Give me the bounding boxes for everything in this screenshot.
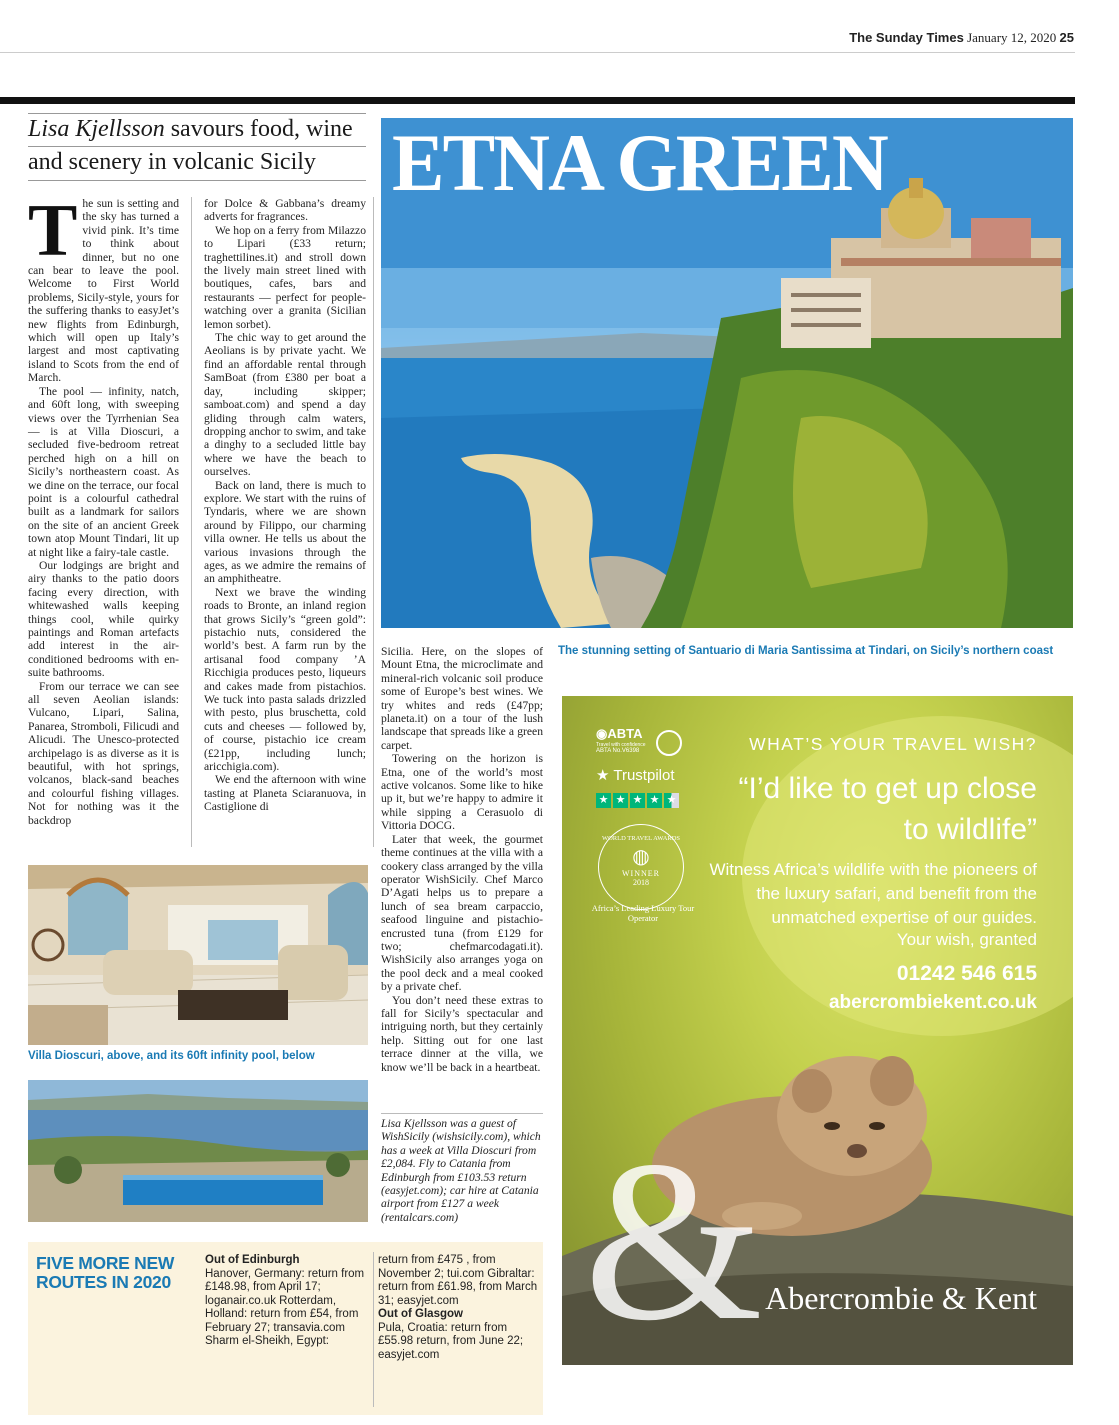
column-divider [373,197,374,847]
award-title: WORLD TRAVEL AWARDS [601,835,681,842]
paragraph: You don’t need these extras to fall for Sicily’s spectacular and intriguing north, but they certainly help. Sitting out for one last terrace dinner at the villa, we know we’ll be back in a heartbeat. [381,993,543,1074]
standfirst-rule-mid [28,146,366,147]
ad-website-link[interactable]: abercrombiekent.co.uk [828,992,1037,1013]
routes-column-2 [378,1254,538,1362]
paper-name: The Sunday Times [849,30,964,45]
author-credit: Lisa Kjellsson was a guest of WishSicily (wishsicily.com), which has a week at Villa Dioscuri from £2,084. Fly to Catania from Edinburgh from £103.53 return (easyjet.com); car hire at Catania airport from £127 a week (rentalcars.com) [381,1117,541,1224]
star-icon: ★ [596,767,610,784]
paragraph: Next we brave the winding roads to Bronte, an inland region that grows Sicily’s “green gold”: pistachio nuts, considered the world’s best. A farm run by the artisanal food company ’A Ricchigia produces pesto, liqueurs and cakes made from pistachios. We tuck into pasta salads drizzled with pesto, plus bruschetta, cold cuts and cheeses — followed by, of course, pistachio ice cream (£21pp, including lunch; aricchigia.com). [204,585,366,774]
trustpilot-logo [596,766,675,784]
paragraph: for Dolce & Gabbana’s dreamy adverts for fragrances. [204,197,366,224]
award-caption: Africa’s Leading Luxury Tour Operator [591,903,695,923]
star-icon: ★ [630,793,645,808]
author-name: Lisa Kjellsson [28,116,165,142]
page-header [849,30,1074,46]
paragraph: Sicilia. Here, on the slopes of Mount Etna, the microclimate and mineral-rich volcanic soil produce some of Europe’s best wines. We try whites and reds (£47pp; planeta.it) on a tour of the lush landscape that spreads like a green carpet. [381,645,543,752]
credit-rule [381,1113,543,1114]
page-number: 25 [1059,30,1074,45]
article-column-3 [381,645,543,1074]
abta-icon: ◉ [596,726,608,741]
paragraph: Back on land, there is much to explore. We start with the ruins of Tyndaris, where we are shown around by Filippo, our charming villa owner. He tells us about the various invasions through the ages, as we admire the remains of an amphitheatre. [204,478,366,586]
villa-interior-photo [28,865,368,1045]
abta-logo: ABTA [607,726,643,741]
half-star-icon: ★ [664,793,679,808]
ampersand-logo: & [584,1113,763,1365]
header-rule [0,52,1075,53]
trustpilot-label: Trustpilot [613,767,675,784]
article-column-2 [204,197,366,814]
star-icon: ★ [613,793,628,808]
award-year: 2018 [633,878,649,887]
column-divider [191,197,192,847]
routes-column-1 [205,1254,370,1349]
abta-badge [596,726,646,754]
paragraph: The pool — infinity, natch, and 60ft long, with sweeping views over the Tyrrhenian Sea — is at Villa Dioscuri, a secluded five-bedroom retreat perched high on a hill on Sicily’s northeastern coast. As we dine on the terrace, our focal point is a colourful cathedral built as a landmark for sailors on the site of an ancient Greek town atop Mount Tindari, lit up at night like a fairy-tale castle. [28,384,179,559]
standfirst-line2: and scenery in volcanic Sicily [28,149,316,175]
abercrombie-kent-advert[interactable] [562,696,1073,1365]
routes-title: FIVE MORE NEW ROUTES IN 2020 [36,1253,175,1292]
ad-quote: “I’d like to get up close to wildlife” [738,772,1037,846]
villa-pool-illustration [28,1080,368,1222]
brand-logo: Abercrombie & Kent [765,1280,1037,1316]
issue-date: January 12, 2020 [967,30,1057,45]
drop-cap: T [28,190,78,272]
headline: ETNA GREEN [392,117,887,208]
paragraph: We hop on a ferry from Milazzo to Lipari (£33 return; traghettilines.it) and stroll down the lively main street lined with boutiques, cafes, bars and restaurants — perfect for people-watching over a granita (Sicilian lemon sorbet). [204,223,366,331]
paragraph: Later that week, the gourmet theme continues at the villa with a cookery class arranged by the villa operator WishSicily. Chef Marco D’Agati helps us to prepare a lunch of sea bream carpaccio, seafood linguine and pistachio-encrusted tuna (from £129 for two; chefmarcodagati.it). WishSicily also arranges yoga on the pool deck and a meal cooked by a private chef. [381,832,543,994]
abta-subtitle: Travel with confidence [596,742,646,748]
trustpilot-stars [596,793,679,808]
routes-divider [373,1252,374,1407]
globe-icon: ◍ [632,846,650,868]
star-icon: ★ [596,793,611,808]
paragraph: Towering on the horizon is Etna, one of the world’s most active volcanos. Some like to hike up it, but we’re happy to admire it while sipping a Cerasuolo di Vittoria DOCG. [381,752,543,833]
villa-pool-photo [28,1080,368,1222]
paragraph: Our lodgings are bright and airy thanks to the patio doors facing every direction, with whitewashed walls keeping things cool, while quirky paintings and Roman artefacts add interest in the air-conditioned bedrooms with en-suite bathrooms. [28,558,179,680]
villa-interior-illustration [28,865,368,1045]
glasgow-heading: Out of Glasgow [378,1308,463,1320]
paragraph: We end the afternoon with wine tasting at Planeta Sciaranuova, in Castiglione di [204,773,366,814]
edinburgh-routes-cont: return from £475 , from November 2; tui.com Gibraltar: return from £61.98, from March 31; easyjet.com [378,1254,538,1307]
standfirst-rule-bottom [28,180,366,181]
standfirst-line1: savours food, wine [164,116,353,142]
glasgow-routes: Pula, Croatia: return from £55.98 return, from June 22; easyjet.com [378,1321,524,1361]
ad-tagline: Your wish, granted [896,930,1037,949]
award-winner: WINNER [622,869,660,878]
ad-body: Witness Africa’s wildlife with the pioneers of the luxury safari, and benefit from the unmatched expertise of our guides. [709,860,1037,927]
star-icon: ★ [647,793,662,808]
abta-number: ABTA No.V6398 [596,748,640,754]
paragraph: The chic way to get around the Aeolians is by private yacht. We find an affordable rental through SamBoat (from £380 per boat a day, including skipper; samboat.com) and spend a day gliding through calm waters, dropping anchor to swim, and take a dinghy to a secluded little bay where we have the beach to ourselves. [204,331,366,479]
article-column-1 [28,190,179,827]
paragraph: From our terrace we can see all seven Aeolian islands: Vulcano, Lipari, Salina, Panarea, Stromboli, Filicudi and Alicudi. The Unesco-protected archipelago is as diverse as it is beautiful, with hot springs, volcanos, black-sand beaches and colourful fishing villages. Not for nothing was it the backdrop [28,679,179,827]
ad-phone[interactable]: 01242 546 615 [896,962,1037,985]
section-bar [0,97,1075,104]
edinburgh-routes: Hanover, Germany: return from £148.98, from April 17; loganair.co.uk Rotterdam, Holland: return from £54, from February 27; transavia.com Sharm el-Sheikh, Egypt: [205,1267,365,1347]
seal-icon [656,730,682,756]
hero-caption: The stunning setting of Santuario di Maria Santissima at Tindari, on Sicily’s northern coast [558,645,1054,657]
villa-caption: Villa Dioscuri, above, and its 60ft infinity pool, below [28,1050,315,1062]
paragraph: he sun is setting and the sky has turned a vivid pink. It’s time to think about dinner, but no one can bear to leave the pool. Welcome to First World problems, Sicily-style, yours for the suffering thanks to easyJet’s new flights from Edinburgh, which will open up Italy’s largest and most captivating island to Scots from the end of March. [28,197,179,385]
world-travel-awards-badge [598,824,684,910]
edinburgh-heading: Out of Edinburgh [205,1254,300,1266]
ad-question: WHAT’S YOUR TRAVEL WISH? [749,734,1037,754]
